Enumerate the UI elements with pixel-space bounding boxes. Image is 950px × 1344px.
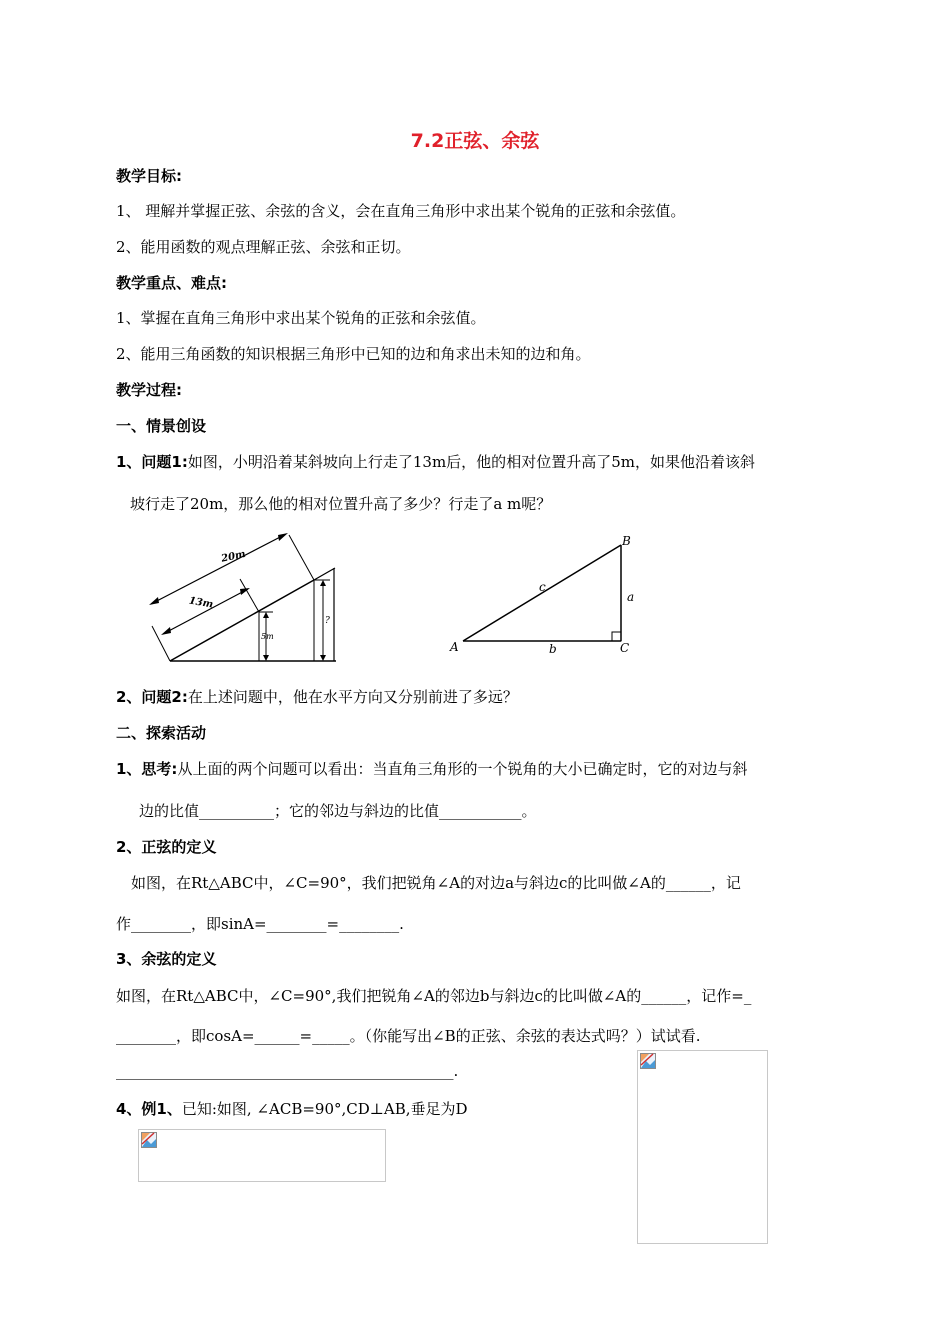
cosine-line3: _____________________________________________. — [116, 1062, 459, 1080]
cosine-heading: 3、余弦的定义 — [116, 950, 217, 968]
side-a: a — [627, 590, 635, 604]
cosine-line1: 如图，在Rt△ABC中，∠C=90°,我们把锐角∠A的邻边b与斜边c的比叫做∠A的______，记作=_ — [116, 987, 752, 1005]
side-c: c — [539, 580, 546, 594]
keypoint-item-2: 2、能用三角函数的知识根据三角形中已知的边和角求出未知的边和角。 — [116, 345, 591, 363]
vertex-B: B — [622, 534, 631, 548]
question2-label: 2、问题2: — [116, 688, 188, 706]
label-5m: 5m — [261, 632, 274, 641]
objective-item-1: 1、 理解并掌握正弦、余弦的含义，会在直角三角形中求出某个锐角的正弦和余弦值。 — [116, 202, 686, 220]
vertex-C: C — [620, 641, 630, 655]
question1-text: 如图，小明沿着某斜坡向上行走了13m后，他的相对位置升高了5m，如果他沿着该斜 — [187, 453, 755, 471]
process-heading: 教学过程: — [116, 381, 182, 399]
label-13m: 13m — [187, 595, 214, 611]
question1-line2: 坡行走了20m，那么他的相对位置升高了多少？行走了a m呢？ — [130, 495, 552, 513]
side-b: b — [549, 642, 557, 656]
page-title: 7.2正弦、余弦 — [410, 130, 540, 152]
example1 — [116, 1098, 468, 1119]
keypoints-heading: 教学重点、难点: — [116, 274, 227, 292]
question1-label: 1、问题1: — [116, 453, 188, 471]
section1-heading: 一、情景创设 — [116, 417, 207, 435]
slope-figure — [140, 528, 340, 668]
triangle-figure — [446, 533, 636, 657]
broken-image-icon — [141, 1132, 157, 1148]
label-20m: 20m — [220, 548, 247, 565]
sine-line1: 如图，在Rt△ABC中，∠C=90°，我们把锐角∠A的对边a与斜边c的比叫做∠A的______，记 — [131, 874, 741, 892]
question2 — [116, 686, 518, 707]
think-line1 — [116, 758, 747, 779]
think-text: 从上面的两个问题可以看出：当直角三角形的一个锐角的大小已确定时，它的对边与斜 — [177, 760, 748, 778]
question1-line1 — [116, 451, 755, 472]
example1-text: 已知:如图, ∠ACB=90°,CD⊥AB,垂足为D — [181, 1100, 468, 1118]
keypoint-item-1: 1、掌握在直角三角形中求出某个锐角的正弦和余弦值。 — [116, 309, 486, 327]
vertex-A: A — [450, 640, 459, 654]
image-placeholder-large — [637, 1050, 768, 1244]
objective-item-2: 2、能用函数的观点理解正弦、余弦和正切。 — [116, 238, 411, 256]
cosine-line2: ________，即cosA=______=_____。（你能写出∠B的正弦、余弦的表达式吗？）试试看. — [116, 1027, 701, 1045]
broken-image-icon — [640, 1053, 656, 1069]
sine-heading: 2、正弦的定义 — [116, 838, 217, 856]
think-line2: 边的比值__________；它的邻边与斜边的比值___________。 — [139, 802, 537, 820]
example1-label: 4、例1、 — [116, 1100, 182, 1118]
image-placeholder-small — [138, 1129, 386, 1182]
think-label: 1、思考: — [116, 760, 178, 778]
section2-heading: 二、探索活动 — [116, 724, 207, 742]
question2-text: 在上述问题中，他在水平方向又分别前进了多远？ — [187, 688, 518, 706]
sine-line2: 作________，即sinA=________=________. — [116, 915, 404, 933]
label-question: ? — [325, 616, 330, 626]
objectives-heading: 教学目标: — [116, 167, 182, 185]
